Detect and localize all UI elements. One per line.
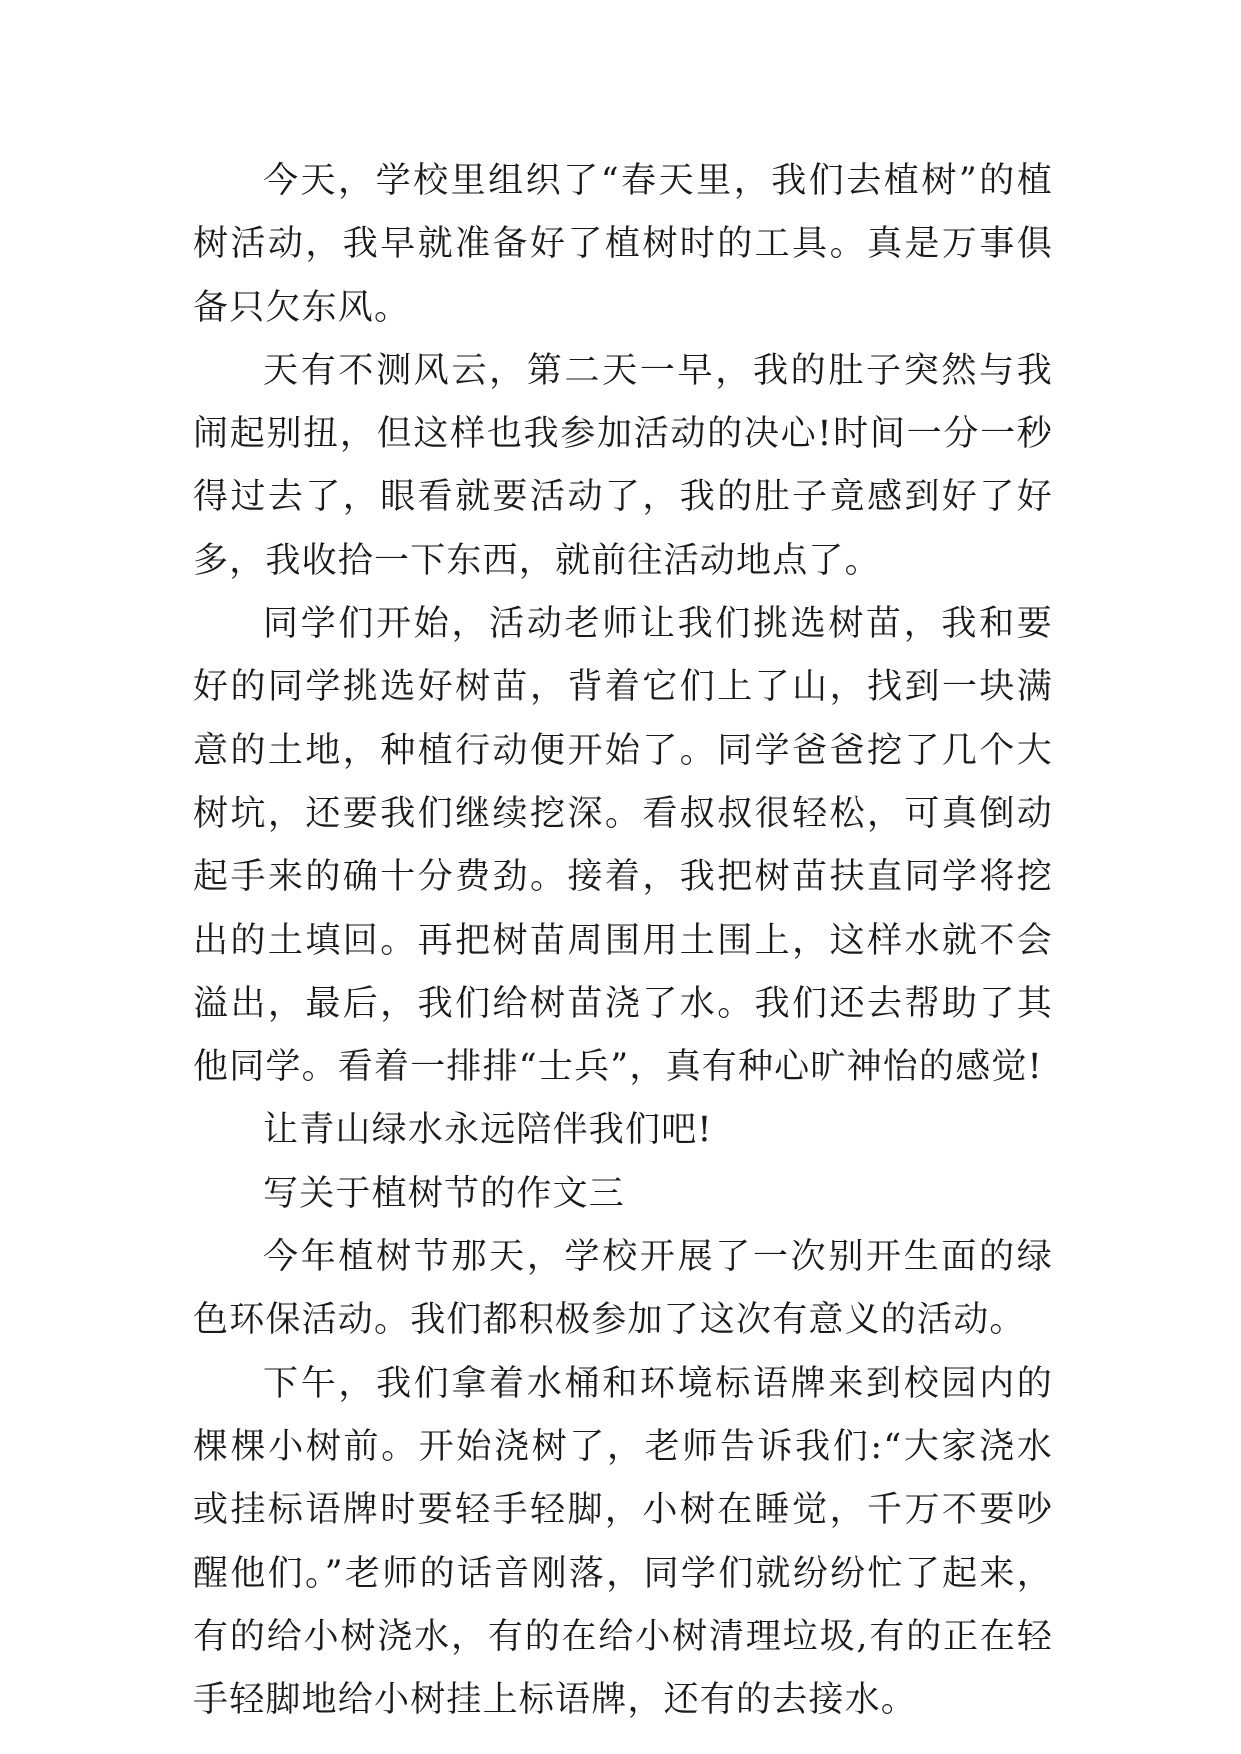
section-heading: 写关于植树节的作文三 — [263, 1173, 626, 1214]
paragraph-5: 今年植树节那天，学校开展了一次别开生面的绿色环保活动。我们都积极参加了这次有意义的活动。 — [193, 1237, 1053, 1341]
paragraph-1: 今天，学校里组织了“春天里，我们去植树”的植树活动，我早就准备好了植树时的工具。真是万事俱备只欠东风。 — [193, 161, 1053, 328]
document-body — [193, 150, 1053, 1732]
paragraph-6: 下午，我们拿着水桶和环境标语牌来到校园内的棵棵小树前。开始浇树了，老师告诉我们:“大家浇水或挂标语牌时要轻手轻脚，小树在睡觉，千万不要吵醒他们。”老师的话音刚落，同学们就纷纷忙了起来，有的给小树浇水，有的在给小树清理垃圾,有的正在轻手轻脚地给小树挂上标语牌，还有的去接水。 — [193, 1363, 1053, 1721]
paragraph-4: 让青山绿水永远陪伴我们吧! — [263, 1110, 713, 1151]
paragraph-2: 天有不测风云，第二天一早，我的肚子突然与我闹起别扭，但这样也我参加活动的决心!时间一分一秒得过去了，眼看就要活动了，我的肚子竟感到好了好多，我收拾一下东西，就前往活动地点了。 — [193, 350, 1053, 581]
paragraph-3: 同学们开始，活动老师让我们挑选树苗，我和要好的同学挑选好树苗，背着它们上了山，找到一块满意的土地，种植行动便开始了。同学爸爸挖了几个大树坑，还要我们继续挖深。看叔叔很轻松，可真倒动起手来的确十分费劲。接着，我把树苗扶直同学将挖出的土填回。再把树苗周围用土围上，这样水就不会溢出，最后，我们给树苗浇了水。我们还去帮助了其他同学。看着一排排“士兵”，真有种心旷神怡的感觉! — [193, 604, 1053, 1088]
